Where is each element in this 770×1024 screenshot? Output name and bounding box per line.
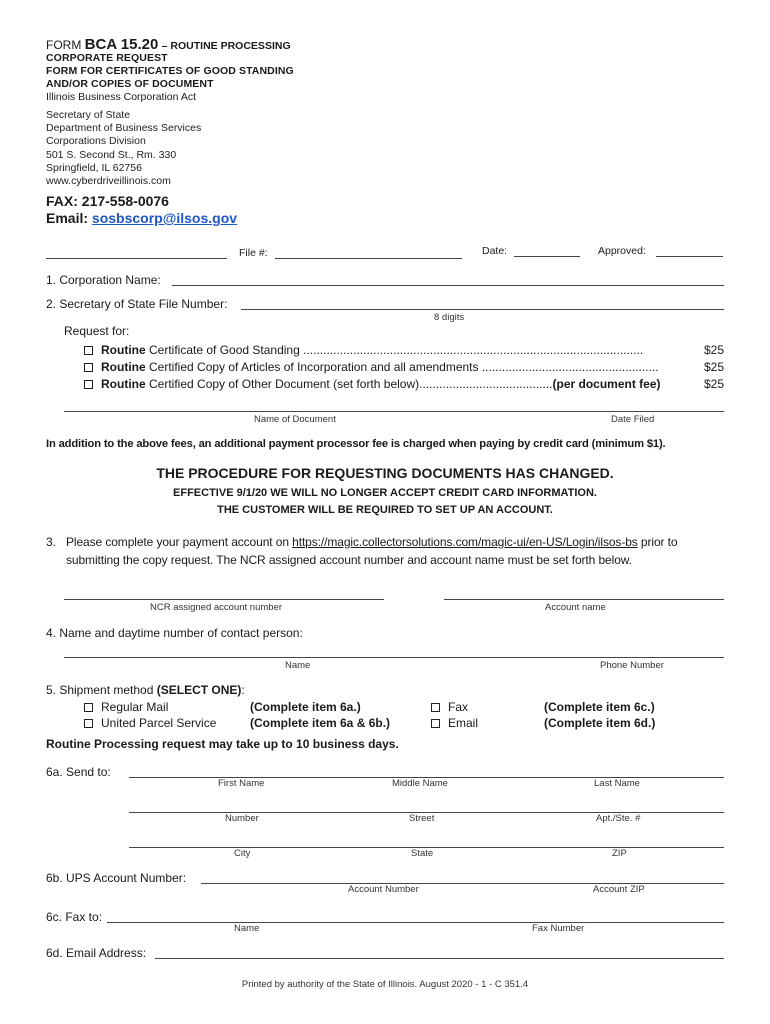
approved-line[interactable]	[656, 256, 723, 257]
checkbox[interactable]	[84, 363, 93, 372]
procedure-change-title: THE PROCEDURE FOR REQUESTING DOCUMENTS HAS CHANGED.	[156, 465, 614, 481]
ups-note: (Complete item 6a & 6b.)	[250, 716, 391, 730]
document-name-field[interactable]	[64, 411, 724, 412]
city-caption: City	[234, 848, 251, 859]
address-line: Springfield, IL 62756	[46, 161, 142, 174]
office-blank-line[interactable]	[46, 258, 227, 259]
address-line: Department of Business Services	[46, 122, 202, 135]
last-name-caption: Last Name	[594, 778, 640, 789]
routine-label: Routine	[101, 377, 146, 391]
document-name-caption: Name of Document	[254, 414, 336, 425]
checkbox[interactable]	[431, 703, 440, 712]
file-number-label: File #:	[239, 247, 268, 259]
option-articles-copy[interactable]	[84, 360, 659, 374]
account-number-caption: Account Number	[348, 884, 419, 895]
form-number: BCA 15.20	[84, 36, 159, 53]
first-name-caption: First Name	[218, 778, 265, 789]
option-text: Certificate of Good Standing ......................................................................................................	[149, 343, 644, 357]
email-note: (Complete item 6d.)	[544, 716, 656, 730]
corporation-name-field[interactable]	[172, 285, 724, 286]
fax-label: Fax	[448, 700, 469, 714]
account-zip-caption: Account ZIP	[593, 884, 645, 895]
fax-note: (Complete item 6c.)	[544, 700, 655, 714]
address-line: Corporations Division	[46, 135, 146, 148]
fax-name-caption: Name	[234, 923, 260, 934]
form-title	[46, 36, 291, 53]
footer-printed-by: Printed by authority of the State of Illinois. August 2020 - 1 - C 351.4	[241, 979, 529, 990]
contact-phone-caption: Phone Number	[600, 660, 664, 671]
fax-number: FAX: 217-558-0076	[46, 193, 169, 209]
email-link[interactable]: sosbscorp@ilsos.gov	[91, 210, 238, 226]
option-ups[interactable]	[84, 716, 216, 730]
email-label: Email:	[46, 210, 92, 226]
zip-caption: ZIP	[612, 848, 627, 859]
sos-file-number-field[interactable]	[241, 309, 724, 310]
routine-processing-note: Routine Processing request may take up to 10 business days.	[46, 737, 399, 751]
file-number-hint: 8 digits	[434, 312, 465, 323]
option-email[interactable]	[431, 716, 478, 730]
account-name-caption: Account name	[545, 602, 606, 613]
website-link[interactable]: www.cyberdriveillinois.com	[46, 175, 171, 188]
routine-label: Routine	[101, 343, 146, 357]
ups-account-label: 6b. UPS Account Number:	[46, 871, 187, 885]
account-name-field[interactable]	[444, 599, 724, 600]
apt-caption: Apt./Ste. #	[596, 813, 641, 824]
contact-person-field[interactable]	[64, 657, 724, 658]
option-good-standing[interactable]	[84, 343, 643, 357]
option-other-document[interactable]	[84, 377, 661, 391]
date-label: Date:	[482, 245, 508, 257]
shipment-label-text: 5. Shipment method	[46, 683, 157, 697]
email-address-label: 6d. Email Address:	[46, 946, 147, 960]
send-to-label: 6a. Send to:	[46, 765, 111, 779]
approved-label: Approved:	[598, 245, 646, 257]
checkbox[interactable]	[84, 380, 93, 389]
option-fax[interactable]	[431, 700, 468, 714]
date-filed-caption: Date Filed	[611, 414, 655, 425]
price-articles-copy: $25	[704, 360, 725, 374]
routine-label: Routine	[101, 360, 146, 374]
header-line4: AND/OR COPIES OF DOCUMENT	[46, 78, 214, 90]
checkbox[interactable]	[431, 719, 440, 728]
item-3-text	[66, 535, 677, 549]
option-regular-mail[interactable]	[84, 700, 168, 714]
fax-to-field[interactable]	[107, 922, 724, 923]
item-3-text-b: prior to	[637, 535, 678, 549]
file-number-field-label: 2. Secretary of State File Number:	[46, 297, 228, 311]
date-line[interactable]	[514, 256, 580, 257]
item-3-text-a: Please complete your payment account on	[66, 535, 293, 549]
request-for-label: Request for:	[64, 324, 130, 338]
ups-account-field[interactable]	[201, 883, 724, 884]
payment-account-link[interactable]: https://magic.collectorsolutions.com/magic-ui/en-US/Login/ilsos-bs	[292, 535, 638, 549]
item-3-number: 3.	[46, 535, 57, 549]
office-address	[46, 109, 201, 188]
fax-number-caption: Fax Number	[532, 923, 585, 934]
checkbox[interactable]	[84, 703, 93, 712]
middle-name-caption: Middle Name	[392, 778, 448, 789]
contact-person-label: 4. Name and daytime number of contact person:	[46, 626, 303, 640]
checkbox[interactable]	[84, 346, 93, 355]
ups-label: United Parcel Service	[101, 716, 217, 730]
per-document-fee: (per document fee)	[552, 377, 661, 391]
shipment-method-label	[46, 683, 245, 697]
header-line3: FORM FOR CERTIFICATES OF GOOD STANDING	[46, 65, 294, 77]
number-caption: Number	[225, 813, 259, 824]
act-name: Illinois Business Corporation Act	[46, 91, 196, 103]
street-caption: Street	[409, 813, 435, 824]
notice-line-1: EFFECTIVE 9/1/20 WE WILL NO LONGER ACCEPT CREDIT CARD INFORMATION.	[173, 487, 597, 499]
file-number-line[interactable]	[275, 258, 462, 259]
fax-to-label: 6c. Fax to:	[46, 910, 103, 924]
colon: :	[241, 683, 245, 697]
price-good-standing: $25	[704, 343, 725, 357]
option-text: Certified Copy of Articles of Incorporation and all amendments .....................................................	[149, 360, 659, 374]
email-address-field[interactable]	[155, 958, 724, 959]
email-line	[46, 210, 237, 226]
checkbox[interactable]	[84, 719, 93, 728]
ncr-account-number-caption: NCR assigned account number	[150, 602, 283, 613]
regular-mail-label: Regular Mail	[101, 700, 169, 714]
corporation-name-label: 1. Corporation Name:	[46, 273, 161, 287]
item-3-line-2: submitting the copy request. The NCR assigned account number and account name must be set forth below.	[66, 553, 632, 567]
select-one-label: (SELECT ONE)	[156, 683, 242, 697]
form-suffix: – ROUTINE PROCESSING	[161, 40, 291, 52]
state-caption: State	[411, 848, 434, 859]
regular-mail-note: (Complete item 6a.)	[250, 700, 361, 714]
price-other-document: $25	[704, 377, 725, 391]
address-line: 501 S. Second St., Rm. 330	[46, 148, 177, 161]
notice-line-2: THE CUSTOMER WILL BE REQUIRED TO SET UP AN ACCOUNT.	[217, 504, 553, 516]
form-prefix: FORM	[46, 38, 82, 52]
header-line2: CORPORATE REQUEST	[46, 52, 168, 64]
email-option-label: Email	[448, 716, 479, 730]
ncr-account-number-field[interactable]	[64, 599, 384, 600]
processor-fee-note: In addition to the above fees, an additional payment processor fee is charged when paying by credit card (minimum $1).	[46, 438, 666, 450]
contact-name-caption: Name	[285, 660, 311, 671]
option-text: Certified Copy of Other Document (set forth below)........................................	[149, 377, 553, 391]
address-line: Secretary of State	[46, 109, 131, 121]
